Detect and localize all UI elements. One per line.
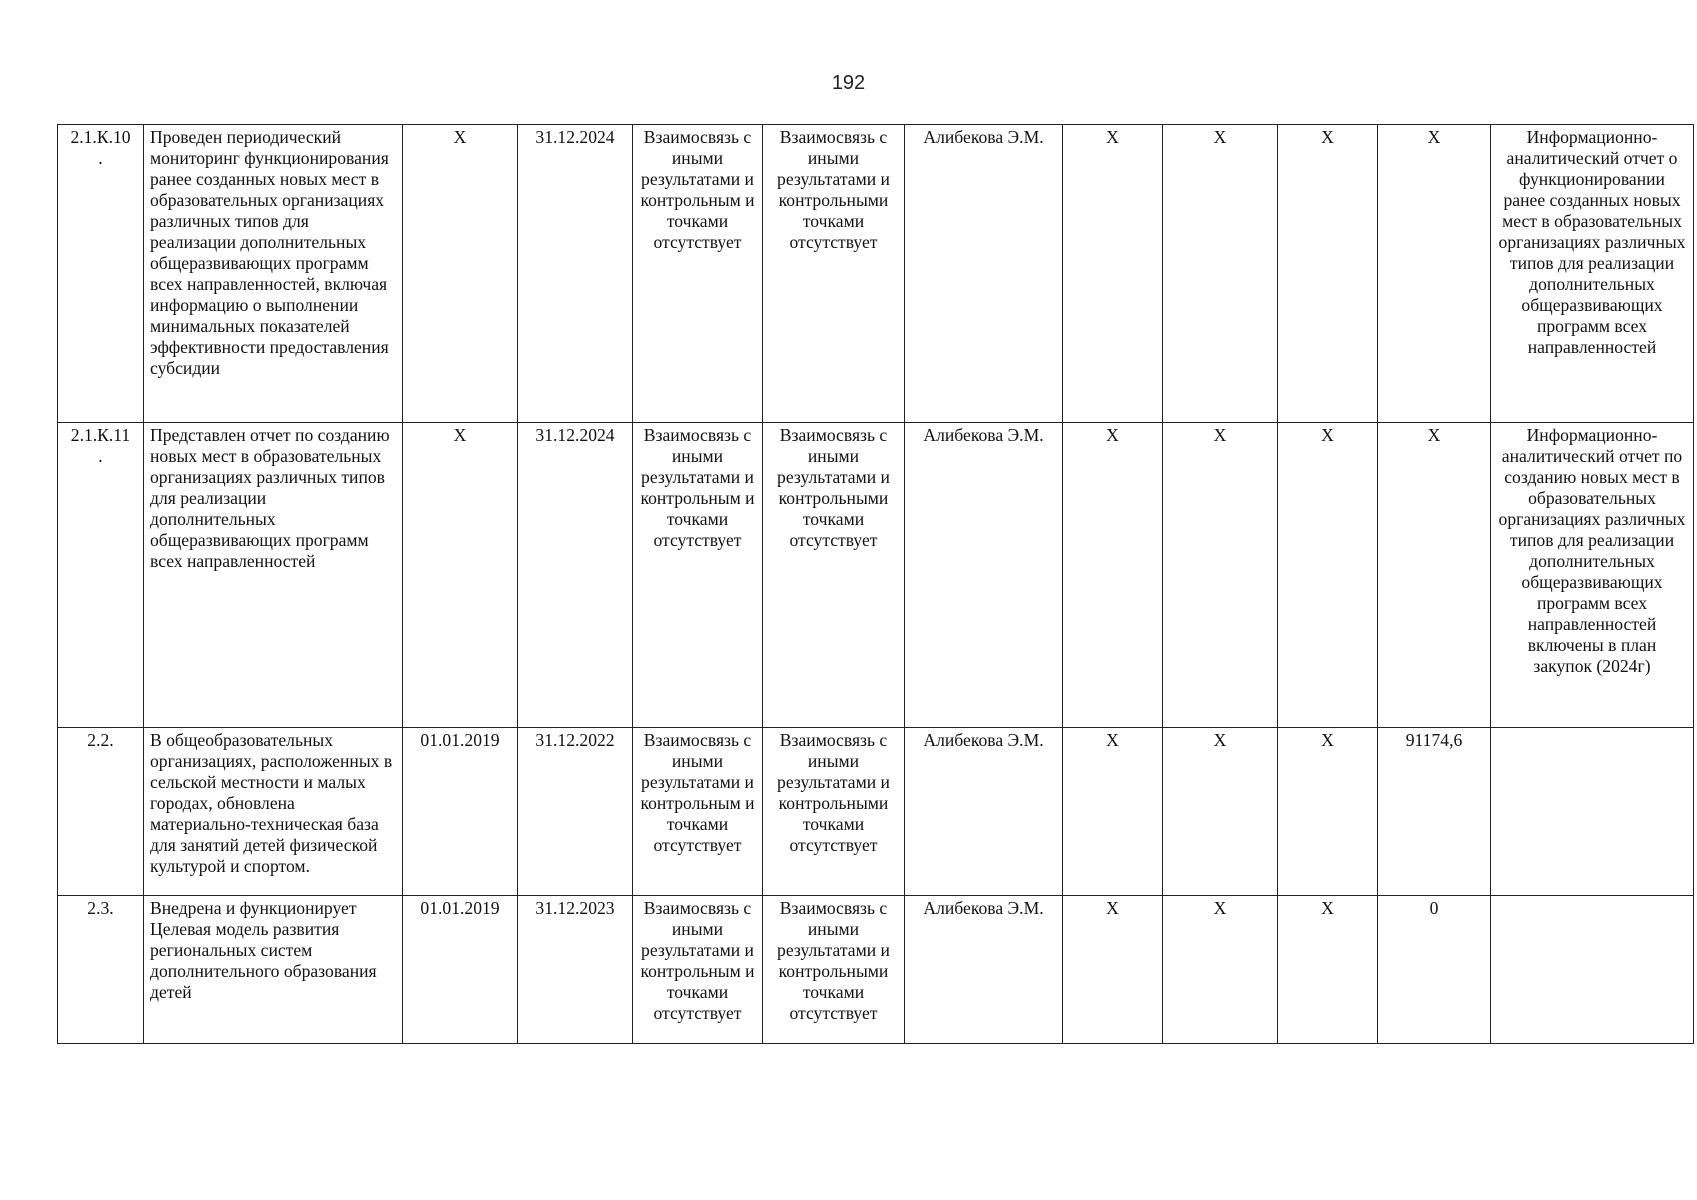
value-2: Х — [1163, 728, 1278, 896]
predecessor-link: Взаимосвязь с иными результатами и контрольным и точками отсутствует — [633, 125, 763, 423]
evidence-document — [1491, 896, 1694, 1044]
successor-link: Взаимосвязь с иными результатами и контрольными точками отсутствует — [763, 896, 905, 1044]
responsible-person: Алибекова Э.М. — [905, 423, 1063, 728]
predecessor-link: Взаимосвязь с иными результатами и контрольным и точками отсутствует — [633, 896, 763, 1044]
start-date: Х — [403, 125, 518, 423]
value-3: Х — [1278, 423, 1378, 728]
end-date: 31.12.2023 — [518, 896, 633, 1044]
result-name: В общеобразовательных организациях, расположенных в сельской местности и малых городах, обновлена материально-техническая база для занятий детей физической культурой и спортом. — [144, 728, 403, 896]
table-row — [58, 896, 1694, 1044]
evidence-document: Информационно-аналитический отчет по созданию новых мест в образовательных организациях различных типов для реализации дополнительных общеразвивающих программ всех направленностей включены в план закупок (2024г) — [1491, 423, 1694, 728]
result-name: Проведен периодический мониторинг функционирования ранее созданных новых мест в образовательных организациях различных типов для реализации дополнительных общеразвивающих программ всех направленностей, включая информацию о выполнении минимальных показателей эффективности предоставления субсидии — [144, 125, 403, 423]
predecessor-link: Взаимосвязь с иными результатами и контрольным и точками отсутствует — [633, 423, 763, 728]
evidence-document — [1491, 728, 1694, 896]
value-3: Х — [1278, 728, 1378, 896]
table-row — [58, 125, 1694, 423]
start-date: 01.01.2019 — [403, 896, 518, 1044]
row-number: 2.3. — [58, 896, 144, 1044]
evidence-document: Информационно-аналитический отчет о функционировании ранее созданных новых мест в образовательных организациях различных типов для реализации дополнительных общеразвивающих программ всех направленностей — [1491, 125, 1694, 423]
result-name: Представлен отчет по созданию новых мест в образовательных организациях различных типов для реализации дополнительных общеразвивающих программ всех направленностей — [144, 423, 403, 728]
value-3: Х — [1278, 125, 1378, 423]
value-1: Х — [1063, 728, 1163, 896]
responsible-person: Алибекова Э.М. — [905, 125, 1063, 423]
value-4: Х — [1378, 125, 1491, 423]
responsible-person: Алибекова Э.М. — [905, 728, 1063, 896]
value-4: Х — [1378, 423, 1491, 728]
page-number: 192 — [831, 72, 866, 94]
table-row — [58, 728, 1694, 896]
value-2: Х — [1163, 423, 1278, 728]
successor-link: Взаимосвязь с иными результатами и контрольными точками отсутствует — [763, 728, 905, 896]
responsible-person: Алибекова Э.М. — [905, 896, 1063, 1044]
end-date: 31.12.2022 — [518, 728, 633, 896]
value-2: Х — [1163, 125, 1278, 423]
successor-link: Взаимосвязь с иными результатами и контрольными точками отсутствует — [763, 125, 905, 423]
result-name: Внедрена и функционирует Целевая модель развития региональных систем дополнительного образования детей — [144, 896, 403, 1044]
value-2: Х — [1163, 896, 1278, 1044]
row-number: 2.1.К.10 . — [58, 125, 144, 423]
value-1: Х — [1063, 423, 1163, 728]
successor-link: Взаимосвязь с иными результатами и контрольными точками отсутствует — [763, 423, 905, 728]
start-date: 01.01.2019 — [403, 728, 518, 896]
value-3: Х — [1278, 896, 1378, 1044]
plan-table — [57, 124, 1694, 1044]
end-date: 31.12.2024 — [518, 423, 633, 728]
end-date: 31.12.2024 — [518, 125, 633, 423]
value-1: Х — [1063, 896, 1163, 1044]
value-4: 0 — [1378, 896, 1491, 1044]
value-1: Х — [1063, 125, 1163, 423]
row-number: 2.1.К.11 . — [58, 423, 144, 728]
table-row — [58, 423, 1694, 728]
start-date: Х — [403, 423, 518, 728]
row-number: 2.2. — [58, 728, 144, 896]
value-4: 91174,6 — [1378, 728, 1491, 896]
predecessor-link: Взаимосвязь с иными результатами и контрольным и точками отсутствует — [633, 728, 763, 896]
